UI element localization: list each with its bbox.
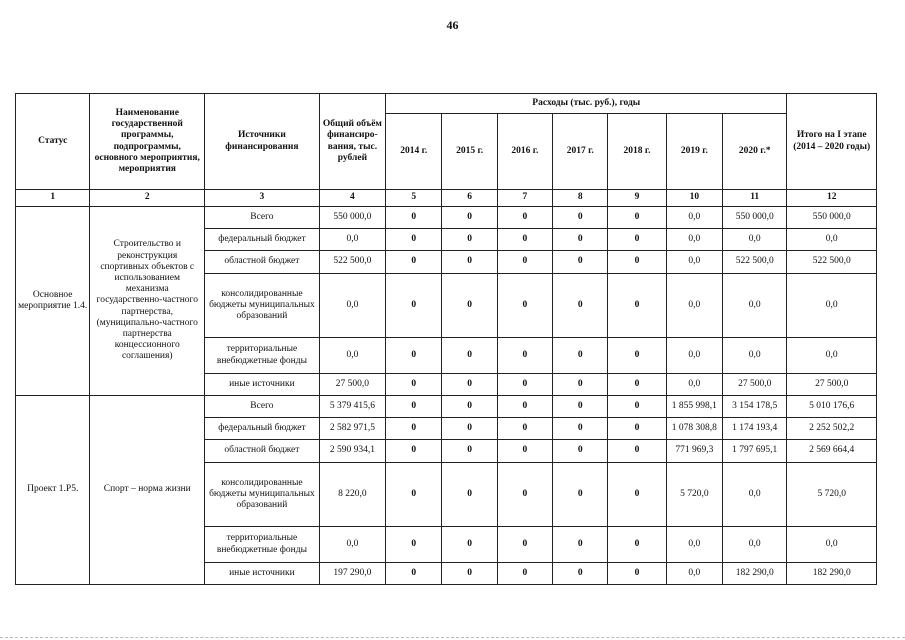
- header-year: 2015 г.: [442, 114, 497, 190]
- header-year: 2016 г.: [497, 114, 552, 190]
- itogo-cell: 2 252 502,2: [787, 418, 877, 440]
- page-number: 46: [446, 18, 459, 32]
- year-value-cell: 0: [442, 207, 497, 229]
- year-value-cell: 182 290,0: [723, 563, 787, 585]
- column-number: 2: [90, 190, 205, 207]
- itogo-cell: 0,0: [787, 527, 877, 563]
- year-value-cell: 0: [553, 229, 608, 251]
- year-value-cell: 771 969,3: [666, 440, 722, 463]
- year-value-cell: 0,0: [666, 563, 722, 585]
- header-sources: Источники финансирования: [205, 94, 320, 190]
- year-value-cell: 1 174 193,4: [723, 418, 787, 440]
- year-value-cell: 0: [553, 563, 608, 585]
- year-value-cell: 0: [608, 396, 666, 418]
- year-value-cell: 0: [608, 527, 666, 563]
- year-value-cell: 0: [497, 563, 552, 585]
- year-value-cell: 0: [442, 338, 497, 374]
- year-value-cell: 0: [608, 418, 666, 440]
- table-body: [16, 207, 877, 585]
- source-cell: федеральный бюджет: [205, 229, 320, 251]
- year-value-cell: 0: [497, 251, 552, 274]
- year-value-cell: 0,0: [666, 338, 722, 374]
- year-value-cell: 1 078 308,8: [666, 418, 722, 440]
- column-number: 10: [666, 190, 722, 207]
- year-value-cell: 0: [497, 374, 552, 396]
- year-value-cell: 550 000,0: [723, 207, 787, 229]
- year-value-cell: 0: [442, 418, 497, 440]
- total-cell: 550 000,0: [319, 207, 385, 229]
- year-value-cell: 0: [442, 527, 497, 563]
- year-value-cell: 1 855 998,1: [666, 396, 722, 418]
- header-year: 2020 г.*: [723, 114, 787, 190]
- total-cell: 27 500,0: [319, 374, 385, 396]
- total-cell: 0,0: [319, 527, 385, 563]
- column-number: 8: [553, 190, 608, 207]
- year-value-cell: 0: [442, 563, 497, 585]
- year-value-cell: 0: [386, 251, 442, 274]
- total-cell: 0,0: [319, 274, 385, 338]
- column-number: 4: [319, 190, 385, 207]
- itogo-cell: 5 720,0: [787, 463, 877, 527]
- year-value-cell: 0: [442, 463, 497, 527]
- year-value-cell: 27 500,0: [723, 374, 787, 396]
- column-numbers-row: [16, 190, 877, 207]
- program-name-cell: Спорт – норма жизни: [90, 396, 205, 585]
- year-value-cell: 0,0: [666, 251, 722, 274]
- year-value-cell: 0: [553, 440, 608, 463]
- year-value-cell: 0,0: [723, 229, 787, 251]
- year-value-cell: 0: [442, 374, 497, 396]
- total-cell: 0,0: [319, 229, 385, 251]
- header-year: 2014 г.: [386, 114, 442, 190]
- year-value-cell: 0,0: [666, 229, 722, 251]
- year-value-cell: 0: [553, 418, 608, 440]
- header-year: 2017 г.: [553, 114, 608, 190]
- year-value-cell: 0: [553, 338, 608, 374]
- source-cell: областной бюджет: [205, 251, 320, 274]
- status-cell: Основное мероприятие 1.4.: [16, 207, 90, 396]
- year-value-cell: 0: [553, 207, 608, 229]
- header-total: Общий объём финансиро-вания, тыс. рублей: [319, 94, 385, 190]
- year-value-cell: 0: [608, 207, 666, 229]
- header-status: Статус: [16, 94, 90, 190]
- year-value-cell: 0,0: [723, 338, 787, 374]
- table-row: [16, 207, 877, 229]
- year-value-cell: 0: [497, 527, 552, 563]
- year-value-cell: 0,0: [666, 274, 722, 338]
- header-year: 2019 г.: [666, 114, 722, 190]
- year-value-cell: 0: [442, 274, 497, 338]
- year-value-cell: 1 797 695,1: [723, 440, 787, 463]
- year-value-cell: 0: [497, 418, 552, 440]
- year-value-cell: 0: [553, 251, 608, 274]
- year-value-cell: 0: [386, 229, 442, 251]
- source-cell: областной бюджет: [205, 440, 320, 463]
- year-value-cell: 0: [553, 396, 608, 418]
- year-value-cell: 0,0: [723, 274, 787, 338]
- column-number: 6: [442, 190, 497, 207]
- financing-table: [15, 93, 877, 585]
- source-cell: федеральный бюджет: [205, 418, 320, 440]
- year-value-cell: 0: [386, 396, 442, 418]
- column-number: 9: [608, 190, 666, 207]
- year-value-cell: 0: [442, 229, 497, 251]
- year-value-cell: 0: [497, 207, 552, 229]
- year-value-cell: 0: [608, 563, 666, 585]
- header-name: Наименование государственной программы, подпрограммы, основного мероприятия, мероприятия: [90, 94, 205, 190]
- itogo-cell: 0,0: [787, 338, 877, 374]
- itogo-cell: 0,0: [787, 229, 877, 251]
- year-value-cell: 0: [497, 440, 552, 463]
- year-value-cell: 5 720,0: [666, 463, 722, 527]
- year-value-cell: 0: [386, 563, 442, 585]
- footer-divider: [0, 637, 905, 638]
- year-value-cell: 0: [386, 440, 442, 463]
- header-year: 2018 г.: [608, 114, 666, 190]
- itogo-cell: 0,0: [787, 274, 877, 338]
- column-number: 12: [787, 190, 877, 207]
- source-cell: иные источники: [205, 374, 320, 396]
- year-value-cell: 0: [497, 396, 552, 418]
- year-value-cell: 0: [553, 374, 608, 396]
- year-value-cell: 0: [497, 463, 552, 527]
- source-cell: территориальные внебюджетные фонды: [205, 527, 320, 563]
- year-value-cell: 0,0: [666, 374, 722, 396]
- table-header: [16, 94, 877, 190]
- table-row: [16, 396, 877, 418]
- itogo-cell: 2 569 664,4: [787, 440, 877, 463]
- itogo-cell: 550 000,0: [787, 207, 877, 229]
- year-value-cell: 0: [608, 338, 666, 374]
- year-value-cell: 0: [386, 527, 442, 563]
- year-value-cell: 0: [553, 463, 608, 527]
- itogo-cell: 182 290,0: [787, 563, 877, 585]
- year-value-cell: 0: [553, 527, 608, 563]
- column-number: 1: [16, 190, 90, 207]
- year-value-cell: 0,0: [666, 207, 722, 229]
- total-cell: 0,0: [319, 338, 385, 374]
- column-number: 5: [386, 190, 442, 207]
- year-value-cell: 0,0: [723, 463, 787, 527]
- year-value-cell: 522 500,0: [723, 251, 787, 274]
- year-value-cell: 0: [497, 338, 552, 374]
- source-cell: Всего: [205, 396, 320, 418]
- year-value-cell: 0: [608, 274, 666, 338]
- header-itogo: Итого на I этапе (2014 – 2020 годы): [787, 94, 877, 190]
- year-value-cell: 0: [386, 418, 442, 440]
- source-cell: территориальные внебюджетные фонды: [205, 338, 320, 374]
- year-value-cell: 0: [497, 274, 552, 338]
- year-value-cell: 0: [386, 374, 442, 396]
- program-name-cell: Строительство и реконструкция спортивных объектов с использованием механизма государственно-частного партнерства, (муниципально-частного партнерства концессионного соглашения): [90, 207, 205, 396]
- year-value-cell: 0: [497, 229, 552, 251]
- column-number: 3: [205, 190, 320, 207]
- year-value-cell: 0: [608, 463, 666, 527]
- year-value-cell: 0,0: [723, 527, 787, 563]
- year-value-cell: 3 154 178,5: [723, 396, 787, 418]
- year-value-cell: 0: [442, 251, 497, 274]
- source-cell: Всего: [205, 207, 320, 229]
- total-cell: 5 379 415,6: [319, 396, 385, 418]
- column-number: 11: [723, 190, 787, 207]
- year-value-cell: 0: [386, 338, 442, 374]
- year-value-cell: 0: [608, 251, 666, 274]
- total-cell: 2 590 934,1: [319, 440, 385, 463]
- year-value-cell: 0: [553, 274, 608, 338]
- source-cell: консолидированные бюджеты муниципальных образований: [205, 463, 320, 527]
- year-value-cell: 0: [386, 463, 442, 527]
- header-expenses: Расходы (тыс. руб.), годы: [386, 94, 787, 114]
- year-value-cell: 0: [442, 440, 497, 463]
- year-value-cell: 0: [442, 396, 497, 418]
- source-cell: иные источники: [205, 563, 320, 585]
- total-cell: 2 582 971,5: [319, 418, 385, 440]
- year-value-cell: 0: [386, 274, 442, 338]
- source-cell: консолидированные бюджеты муниципальных образований: [205, 274, 320, 338]
- total-cell: 522 500,0: [319, 251, 385, 274]
- total-cell: 197 290,0: [319, 563, 385, 585]
- year-value-cell: 0: [608, 374, 666, 396]
- year-value-cell: 0: [386, 207, 442, 229]
- itogo-cell: 5 010 176,6: [787, 396, 877, 418]
- year-value-cell: 0: [608, 229, 666, 251]
- itogo-cell: 27 500,0: [787, 374, 877, 396]
- total-cell: 8 220,0: [319, 463, 385, 527]
- itogo-cell: 522 500,0: [787, 251, 877, 274]
- year-value-cell: 0: [608, 440, 666, 463]
- status-cell: Проект 1.Р5.: [16, 396, 90, 585]
- column-number: 7: [497, 190, 552, 207]
- year-value-cell: 0,0: [666, 527, 722, 563]
